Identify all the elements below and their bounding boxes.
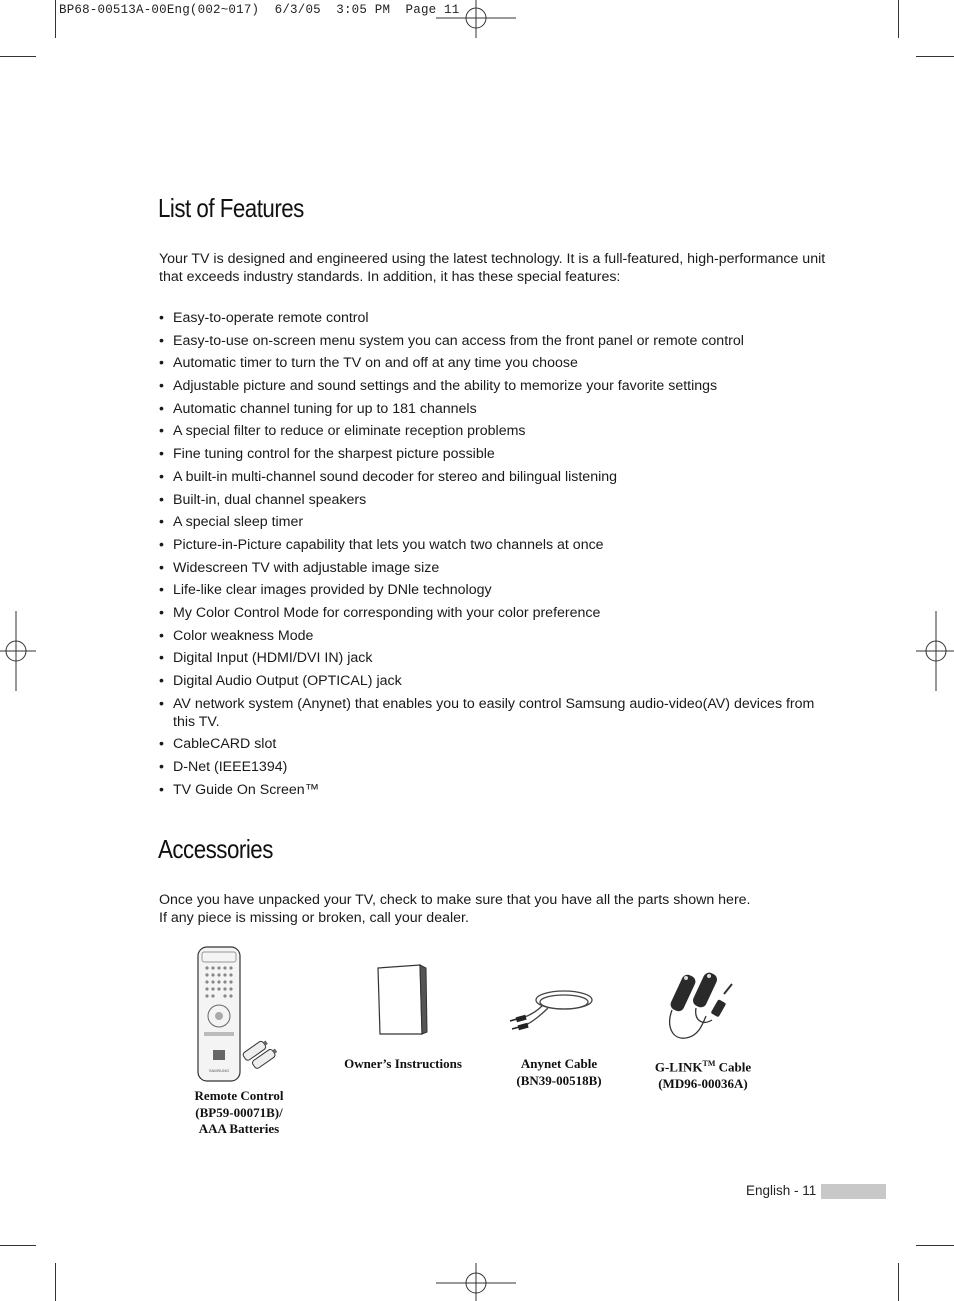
bullet-glyph: • [159,604,164,621]
feature-item [159,559,839,577]
anynet-cable-label [488,1056,630,1089]
registration-mark-top [436,0,516,38]
bullet-glyph: • [159,627,164,644]
bullet-glyph: • [159,759,164,776]
remote-label-line-1: Remote Control [194,1088,284,1103]
accessories-heading: Accessories [158,834,273,864]
feature-item-text: Automatic channel tuning for up to 181 channels [173,400,477,417]
accessories-intro-line-1: Once you have unpacked your TV, check to make sure that you have all the parts shown here. [159,892,751,908]
feature-item-text: A special sleep timer [173,514,304,531]
anynet-label-line-1: Anynet Cable [520,1056,598,1071]
glink-label-line-1 [632,1056,774,1076]
feature-item-text: Adjustable picture and sound settings and the ability to memorize your favorite settings [173,378,718,395]
feature-list [159,309,839,803]
bullet-glyph: • [159,310,164,326]
registration-mark-left [0,611,36,691]
feature-item [159,627,839,645]
feature-item [159,649,839,667]
feature-item-text: Color weakness Mode [173,627,314,644]
bullet-glyph: • [159,695,164,712]
feature-item [159,758,839,776]
feature-item [159,672,839,690]
feature-item [159,581,839,599]
page-number: English - 11 [746,1183,817,1198]
feature-item [159,604,839,622]
bullet-glyph: • [159,400,164,417]
bullet-glyph: • [159,468,164,485]
bullet-glyph: • [159,559,164,576]
feature-item [159,422,839,440]
bullet-glyph: • [159,423,164,440]
feature-item-text: My Color Control Mode for corresponding with your color preference [173,604,601,621]
feature-item [159,735,839,753]
remote-control-label [168,1088,310,1138]
feature-item-text: AV network system (Anynet) that enables you to easily control Samsung audio-video(AV) devices from this TV. [173,695,815,730]
bullet-glyph: • [159,491,164,508]
feature-item-text: A built-in multi-channel sound decoder for stereo and bilingual listening [173,468,618,485]
feature-item-text: Life-like clear images provided by DNle technology [173,582,492,599]
registration-mark-bottom [436,1263,516,1301]
feature-item [159,332,839,350]
feature-item-text: Fine tuning control for the sharpest picture possible [173,446,495,463]
feature-item-text: Widescreen TV with adjustable image size [173,559,440,576]
bullet-glyph: • [159,514,164,531]
remote-brand-text: SAMSUNG [208,1068,230,1073]
glink-label-tm: TM [702,1059,716,1068]
bullet-glyph: • [159,736,164,753]
footer-bar [821,1184,886,1199]
feature-item [159,781,839,799]
feature-item [159,468,839,486]
bullet-glyph: • [159,355,164,372]
feature-item [159,309,839,327]
feature-item [159,513,839,531]
bullet-glyph: • [159,650,164,667]
owners-instructions-image [372,962,432,1040]
feature-item [159,445,839,463]
feature-item-text: Easy-to-operate remote control [173,310,369,326]
registration-mark-right [916,611,954,691]
anynet-cable-image [508,980,600,1042]
feature-item-text: Digital Audio Output (OPTICAL) jack [173,673,402,689]
feature-item [159,695,839,731]
feature-item-text: Easy-to-use on-screen menu system you can access from the front panel or remote control [173,332,744,349]
bullet-glyph: • [159,378,164,395]
feature-item-text: CableCARD slot [173,736,277,753]
features-intro: Your TV is designed and engineered using the latest technology. It is a full-featured, high-performance unit that exceeds industry standards. In addition, it has these special features: [159,251,826,285]
glink-label-line-2: (MD96-00036A) [658,1075,748,1091]
owners-instructions-label: Owner’s Instructions [344,1056,462,1071]
anynet-label-line-2: (BN39-00518B) [516,1072,602,1088]
feature-item [159,354,839,372]
glink-cable-image [662,970,742,1046]
bullet-glyph: • [159,781,164,798]
feature-item-text: Digital Input (HDMI/DVI IN) jack [173,650,373,667]
feature-item-text: Automatic timer to turn the TV on and off at any time you choose [173,355,578,372]
print-slug: BP68-00513A-00Eng(002~017) 6/3/05 3:05 PM Page 11 [59,3,460,17]
glink-cable-label [632,1056,774,1092]
feature-item [159,491,839,509]
glink-label-suffix: Cable [715,1059,752,1075]
bullet-glyph: • [159,673,164,689]
accessories-intro-line-2: If any piece is missing or broken, call your dealer. [159,910,469,926]
bullet-glyph: • [159,536,164,553]
glink-label-prefix: G-LINK [654,1059,703,1075]
feature-item-text: A special filter to reduce or eliminate reception problems [173,423,526,440]
remote-label-line-3: AAA Batteries [198,1121,280,1136]
feature-item [159,377,839,395]
bullet-glyph: • [159,446,164,463]
bullet-glyph: • [159,332,164,349]
remote-control-image [190,944,282,1084]
feature-item-text: Built-in, dual channel speakers [173,491,367,508]
feature-item [159,536,839,554]
feature-item [159,400,839,418]
bullet-glyph: • [159,582,164,599]
feature-item-text: Picture-in-Picture capability that lets you watch two channels at once [173,536,604,553]
remote-label-line-2: (BP59-00071B)/ [195,1104,283,1120]
feature-item-text: D-Net (IEEE1394) [173,759,288,776]
accessories-intro [159,891,839,927]
feature-item-text: TV Guide On Screen™ [173,781,319,798]
features-heading: List of Features [158,193,304,223]
